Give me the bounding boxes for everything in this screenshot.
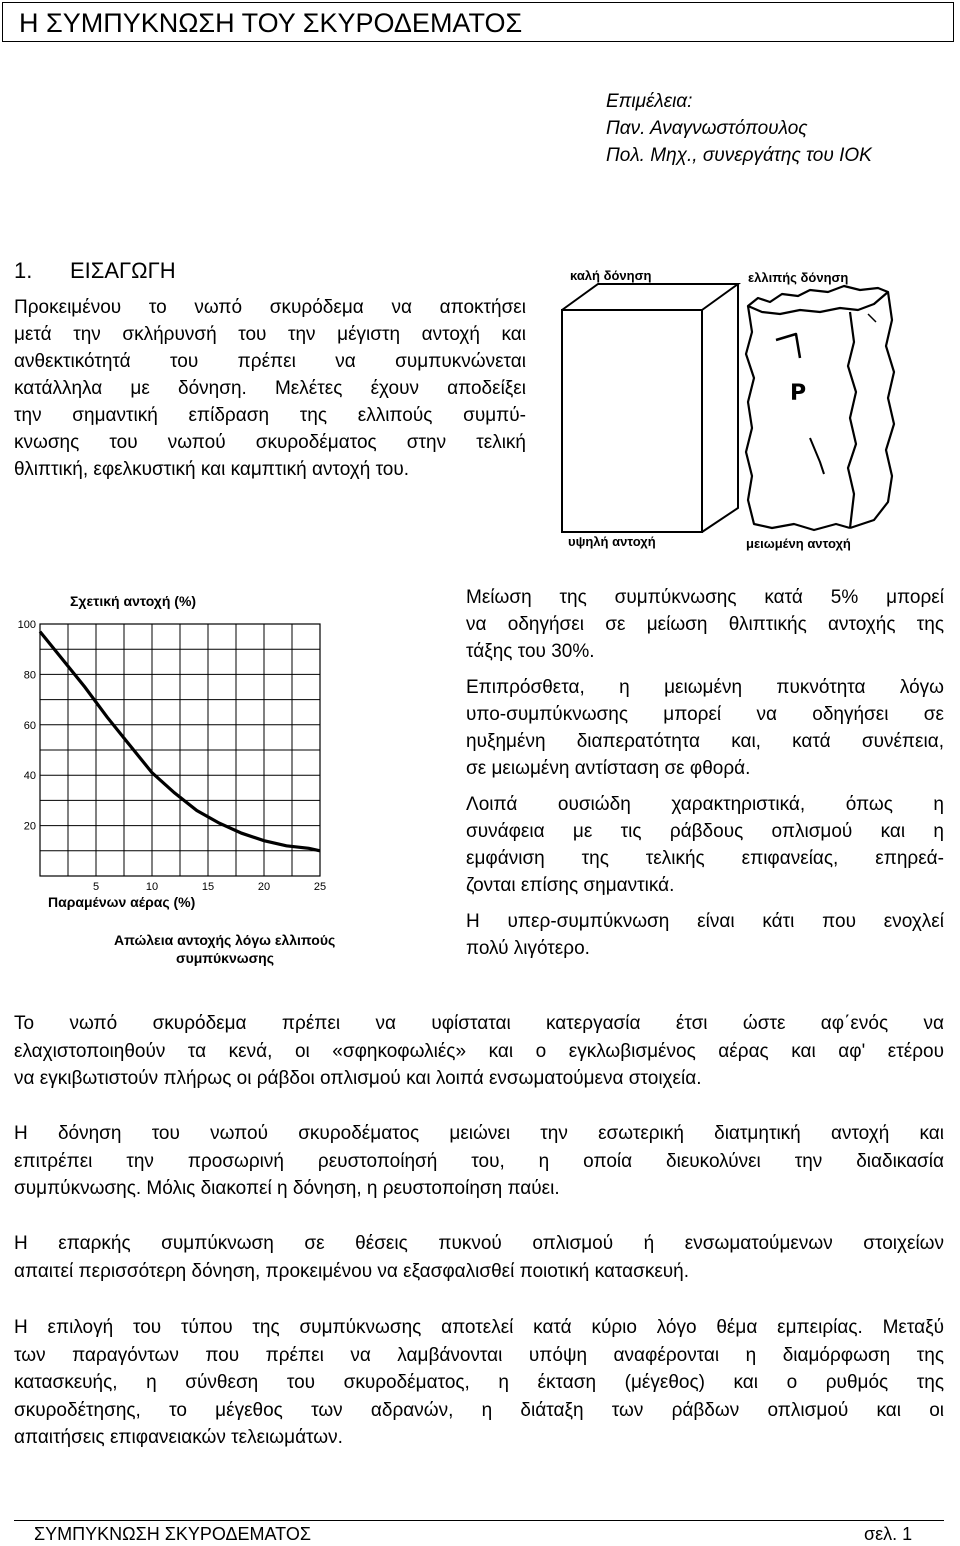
chart-x-tick-label: 5	[92, 881, 100, 893]
chart-y-tick-label: 40	[23, 770, 36, 783]
label-high-strength: υψηλή αντοχή	[568, 534, 656, 549]
chart-ylabel: Σχετική αντοχή (%)	[70, 593, 197, 609]
chart-x-tick-label: 10	[145, 881, 159, 893]
section-title: ΕΙΣΑΓΩΓΗ	[70, 258, 176, 283]
footer-rule	[14, 1520, 944, 1521]
text-line: να οδηγήσει σε μείωση θλιπτικής αντοχής της	[466, 614, 944, 635]
text-line: ηυξημένη διαπερατότητα και, κατά συνέπεια,	[466, 731, 944, 752]
text-line: πολύ λιγότερο.	[466, 938, 590, 959]
chart-y-tick-label: 100	[18, 619, 36, 631]
text-line: απαιτεί περισσότερη δόνηση, προκειμένου να εξασφαλισθεί ποιοτική κατασκευή.	[14, 1260, 690, 1282]
text-line: ζονται επίσης σημαντικά.	[466, 875, 675, 896]
paragraph	[466, 908, 944, 962]
paragraph	[466, 584, 944, 665]
text-line: κατασκευής, η σύνθεση του σκυροδέματος, η έκταση (μέγεθος) και ο ρυθμός της	[14, 1372, 944, 1393]
text-line: σκυροδέτησης, το μέγεθος των αδρανών, η διάταξη των ράβδων οπλισμού και οι	[14, 1399, 944, 1421]
chart-x-tick-label: 25	[313, 881, 327, 893]
text-line: Επιπρόσθετα, η μειωμένη πυκνότητα λόγω	[466, 677, 944, 698]
body-paragraph	[14, 1120, 944, 1203]
paragraph	[466, 674, 944, 782]
text-line: συμπύκνωσης. Μόλις διακοπεί η δόνηση, η ρευστοποίηση παύει.	[14, 1178, 560, 1199]
credits-line: Πολ. Μηχ., συνεργάτης του ΙΟΚ	[606, 145, 872, 166]
text-line: Η υπερ-συμπύκνωση είναι κάτι που ενοχλεί	[466, 911, 944, 932]
text-line: υπο-συμπύκνωσης μπορεί να οδηγήσει σε	[466, 704, 944, 725]
intro-paragraph	[14, 294, 526, 483]
text-line: Η επιλογή του τύπου της συμπύκνωσης αποτελεί κατά κύριο λόγο θέμα εμπειρίας. Μεταξύ	[14, 1317, 944, 1338]
text-line: ανθεκτικότητά του πρέπει να συμπυκνώνεται	[14, 351, 526, 372]
chart-x-tick-label: 20	[257, 881, 271, 893]
text-line: Λοιπά ουσιώδη χαρακτηριστικά, όπως η	[466, 794, 944, 815]
text-line: συνάφεια με τις ράβδους οπλισμού και η	[466, 821, 944, 842]
text-line: ελαχιστοποιηθούν τα κενά, οι «σφηκοφωλιές» και ο εγκλωβισμένος αέρας και αφ' ετέρου	[14, 1040, 944, 1062]
text-line: κατάλληλα με δόνηση. Μελέτες έχουν αποδείξει	[14, 378, 526, 399]
text-line: Η δόνηση του νωπού σκυροδέματος μειώνει την εσωτερική διατμητική αντοχή και	[14, 1123, 944, 1144]
chart-caption-line: συμπύκνωσης	[176, 950, 274, 966]
chart-caption-line: Απώλεια αντοχής λόγω ελλιπούς	[114, 932, 336, 948]
compaction-cubes-figure	[548, 262, 958, 558]
text-line: τάξης του 30%.	[466, 641, 595, 662]
good-cube	[562, 284, 738, 532]
text-line: επιτρέπει την προσωρινή ρευστοποίησή του, η οποία διευκολύνει την διαδικασία	[14, 1150, 944, 1172]
chart-y-tick-label: 80	[23, 669, 36, 682]
label-poor-vibration: ελλιπής δόνηση	[748, 270, 849, 285]
chart-grid	[40, 624, 320, 876]
text-line: κνωσης του νωπού σκυροδέματος στην τελική	[14, 432, 526, 453]
text-line: Το νωπό σκυρόδεμα πρέπει να υφίσταται κατεργασία έτσι ώστε αφ΄ενός να	[14, 1013, 944, 1034]
document-title: Η ΣΥΜΠΥΚΝΩΣΗ ΤΟΥ ΣΚΥΡΟΔΕΜΑΤΟΣ	[2, 2, 954, 42]
text-line: απαιτήσεις επιφανειακών τελειωμάτων.	[14, 1427, 343, 1448]
chart-svg	[18, 580, 448, 980]
text-line: την σημαντική επίδραση της ελλιπούς συμπύ-	[14, 405, 526, 426]
credits-line: Παν. Αναγνωστόπουλος	[606, 118, 808, 139]
body-paragraph	[14, 1010, 944, 1093]
chart-xlabel: Παραμένων αέρας (%)	[48, 894, 196, 910]
body-paragraph	[14, 1314, 944, 1452]
section-number: 1.	[14, 258, 33, 283]
section-heading	[14, 258, 176, 284]
text-line: σε μειωμένη αντίσταση σε φθορά.	[466, 758, 751, 779]
text-line: των παραγόντων που πρέπει να λαμβάνονται υπόψη αναφέρονται η διαμόρφωση της	[14, 1344, 944, 1366]
page-number: σελ. 1	[864, 1524, 913, 1544]
text-line: να εγκιβωτιστούν πλήρως οι ράβδοι οπλισμού και λοιπά ενσωματούμενα στοιχεία.	[14, 1068, 702, 1089]
footer-title: ΣΥΜΠΥΚΝΩΣΗ ΣΚΥΡΟΔΕΜΑΤΟΣ	[34, 1524, 311, 1544]
chart-x-tick-label: 15	[201, 881, 215, 893]
cubes-drawing	[548, 262, 958, 558]
right-column-text	[466, 584, 944, 971]
body-paragraph	[14, 1230, 944, 1285]
chart-y-tick-label: 60	[23, 719, 36, 732]
surface-mark: Ρ	[790, 381, 807, 406]
label-reduced-strength: μειωμένη αντοχή	[746, 536, 851, 551]
credits-line: Επιμέλεια:	[606, 91, 693, 112]
text-line: Η επαρκής συμπύκνωση σε θέσεις πυκνού οπλισμού ή ενσωματούμενων στοιχείων	[14, 1233, 944, 1254]
text-line: Προκειμένου το νωπό σκυρόδεμα να αποκτήσει	[14, 297, 526, 318]
text-line: εμφάνιση της τελικής επιφανείας, επηρεά-	[466, 848, 944, 869]
chart-y-tick-label: 20	[23, 820, 36, 833]
text-line: μετά την σκλήρυνσή του την μέγιστη αντοχή και	[14, 324, 526, 345]
text-line: Μείωση της συμπύκνωσης κατά 5% μπορεί	[466, 587, 944, 608]
strength-loss-chart	[18, 580, 448, 980]
credits-block	[606, 88, 872, 169]
text-line: θλιπτική, εφελκυστική και καμπτική αντοχή του.	[14, 459, 410, 480]
poor-cube	[746, 286, 894, 530]
label-good-vibration: καλή δόνηση	[570, 268, 652, 283]
paragraph	[466, 791, 944, 899]
